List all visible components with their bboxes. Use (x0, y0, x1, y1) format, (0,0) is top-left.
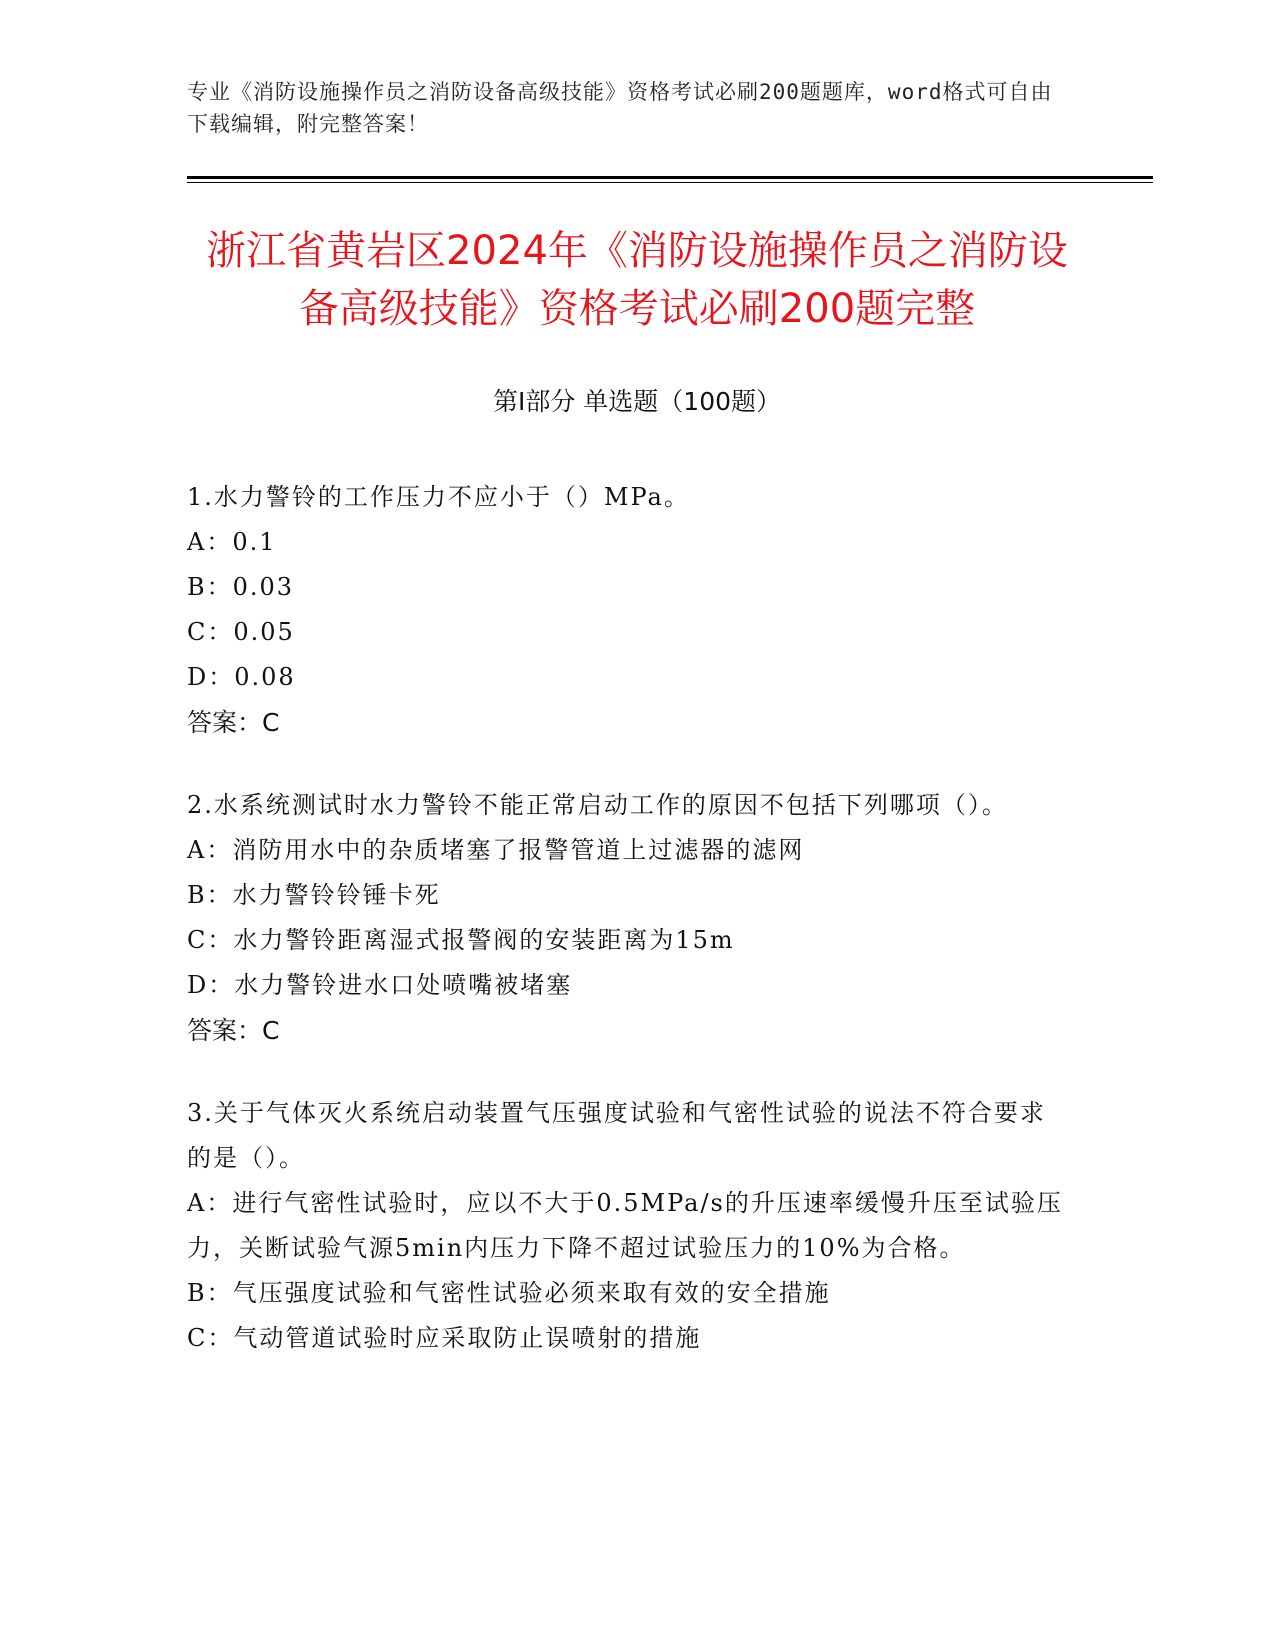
option-d: D：0.08 (187, 663, 296, 691)
option-b: B：0.03 (187, 573, 295, 601)
option-d: D：水力警铃进水口处喷嘴被堵塞 (187, 971, 573, 999)
question-2 (187, 783, 1067, 1053)
question-list (187, 475, 1067, 1399)
question-3 (187, 1091, 1067, 1361)
section-title: 第Ⅰ部分 单选题（100题） (492, 387, 782, 416)
header-note: 专业《消防设施操作员之消防设备高级技能》资格考试必刷200题题库，word格式可自由下载编辑，附完整答案！ (187, 80, 1053, 136)
question-stem: 2.水系统测试时水力警铃不能正常启动工作的原因不包括下列哪项（）。 (187, 791, 1008, 819)
option-b: B：气压强度试验和气密性试验必须来取有效的安全措施 (187, 1279, 831, 1307)
question-1 (187, 475, 1067, 745)
option-c: C：0.05 (187, 618, 295, 646)
option-b: B：水力警铃铃锤卡死 (187, 881, 441, 909)
option-c: C：水力警铃距离湿式报警阀的安装距离为15m (187, 926, 735, 954)
header-divider-thin (187, 182, 1153, 183)
answer: 答案：C (187, 708, 280, 737)
option-a: A：进行气密性试验时，应以不大于0.5MPa/s的升压速率缓慢升压至试验压力，关断试验气源5min内压力下降不超过试验压力的10%为合格。 (187, 1189, 1063, 1262)
document-title: 浙江省黄岩区2024年《消防设施操作员之消防设备高级技能》资格考试必刷200题完整 (206, 228, 1068, 332)
answer: 答案：C (187, 1016, 280, 1045)
question-stem: 3.关于气体灭火系统启动装置气压强度试验和气密性试验的说法不符合要求的是（）。 (187, 1099, 1046, 1172)
option-a: A：消防用水中的杂质堵塞了报警管道上过滤器的滤网 (187, 836, 805, 864)
option-c: C：气动管道试验时应采取防止误喷射的措施 (187, 1324, 702, 1352)
option-a: A：0.1 (187, 528, 277, 556)
header-divider-thick (187, 176, 1153, 179)
question-stem: 1.水力警铃的工作压力不应小于（）MPa。 (187, 483, 690, 511)
